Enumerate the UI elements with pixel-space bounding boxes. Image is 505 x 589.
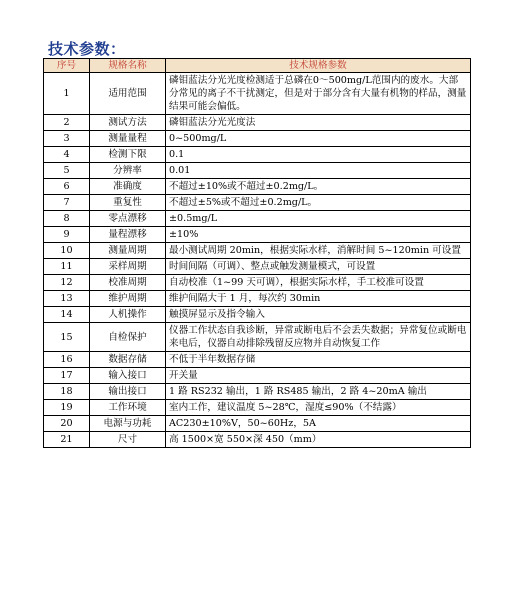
row-spec-value: 时间间隔（可调）、整点或触发测量模式，可设置	[166, 259, 471, 275]
row-item-name: 测量量程	[90, 131, 166, 147]
row-number: 3	[44, 131, 90, 147]
row-spec-value: 磷钼蓝法分光光度法	[166, 115, 471, 131]
row-number: 20	[44, 416, 90, 432]
table-row	[44, 195, 471, 211]
table-row	[44, 384, 471, 400]
row-spec-value: 维护间隔大于 1 月，每次约 30min	[166, 291, 471, 307]
table-row	[44, 147, 471, 163]
row-spec-value: ±0.5mg/L	[166, 211, 471, 227]
row-number: 8	[44, 211, 90, 227]
row-number: 10	[44, 243, 90, 259]
row-item-name: 人机操作	[90, 307, 166, 323]
table-row	[44, 275, 471, 291]
row-spec-value: 0.01	[166, 163, 471, 179]
table-row	[44, 416, 471, 432]
table-row	[44, 323, 471, 352]
row-number: 21	[44, 432, 90, 448]
row-spec-value: 0~500mg/L	[166, 131, 471, 147]
row-spec-value: 不超过±10%或不超过±0.2mg/L。	[166, 179, 471, 195]
row-item-name: 工作环境	[90, 400, 166, 416]
row-item-name: 电源与功耗	[90, 416, 166, 432]
row-spec-value: 仪器工作状态自我诊断，异常或断电后不会丢失数据；异常复位或断电来电后，仪器自动排除残留反应物并自动恢复工作	[166, 323, 471, 352]
row-spec-value: 触摸屏显示及指令输入	[166, 307, 471, 323]
table-row	[44, 227, 471, 243]
row-number: 18	[44, 384, 90, 400]
header-no: 序号	[44, 59, 90, 73]
row-number: 1	[44, 73, 90, 115]
row-spec-value: 不低于半年数据存储	[166, 352, 471, 368]
row-spec-value: 高 1500×宽 550×深 450（mm）	[166, 432, 471, 448]
page-title: 技术参数：	[48, 40, 126, 58]
row-number: 12	[44, 275, 90, 291]
row-item-name: 分辨率	[90, 163, 166, 179]
table-row	[44, 163, 471, 179]
row-number: 6	[44, 179, 90, 195]
row-number: 7	[44, 195, 90, 211]
row-number: 2	[44, 115, 90, 131]
table-row	[44, 211, 471, 227]
row-item-name: 重复性	[90, 195, 166, 211]
row-item-name: 数据存储	[90, 352, 166, 368]
row-item-name: 尺寸	[90, 432, 166, 448]
table-row	[44, 259, 471, 275]
row-item-name: 校准周期	[90, 275, 166, 291]
row-spec-value: ±10%	[166, 227, 471, 243]
table-body	[44, 73, 471, 448]
row-item-name: 测试方法	[90, 115, 166, 131]
row-item-name: 量程漂移	[90, 227, 166, 243]
row-spec-value: 自动校准（1~99 天可调），根据实际水样，手工校准可设置	[166, 275, 471, 291]
row-number: 4	[44, 147, 90, 163]
row-spec-value: 最小测试周期 20min，根据实际水样，消解时间 5~120min 可设置	[166, 243, 471, 259]
row-spec-value: 开关量	[166, 368, 471, 384]
header-spec: 技术规格参数	[166, 59, 471, 73]
row-number: 14	[44, 307, 90, 323]
table-row	[44, 243, 471, 259]
row-item-name: 适用范围	[90, 73, 166, 115]
row-item-name: 采样周期	[90, 259, 166, 275]
row-item-name: 测量周期	[90, 243, 166, 259]
table-row	[44, 131, 471, 147]
table-row	[44, 179, 471, 195]
row-spec-value: 磷钼蓝法分光光度检测适于总磷在0～500mg/L范围内的废水。大部分常见的离子不干扰测定，但是对于部分含有大量有机物的样品，测量结果可能会偏低。	[166, 73, 471, 115]
header-item: 规格名称	[90, 59, 166, 73]
row-spec-value: 1 路 RS232 输出，1 路 RS485 输出，2 路 4~20mA 输出	[166, 384, 471, 400]
row-number: 19	[44, 400, 90, 416]
row-number: 11	[44, 259, 90, 275]
table-header-row	[44, 59, 471, 73]
row-number: 16	[44, 352, 90, 368]
row-spec-value: 不超过±5%或不超过±0.2mg/L。	[166, 195, 471, 211]
row-item-name: 维护周期	[90, 291, 166, 307]
row-number: 5	[44, 163, 90, 179]
table-row	[44, 352, 471, 368]
table-row	[44, 73, 471, 115]
row-item-name: 零点漂移	[90, 211, 166, 227]
table-row	[44, 115, 471, 131]
row-number: 13	[44, 291, 90, 307]
row-item-name: 准确度	[90, 179, 166, 195]
row-number: 15	[44, 323, 90, 352]
row-item-name: 输入接口	[90, 368, 166, 384]
row-number: 17	[44, 368, 90, 384]
row-spec-value: AC230±10%V，50~60Hz，5A	[166, 416, 471, 432]
spec-table	[43, 58, 471, 448]
row-item-name: 输出接口	[90, 384, 166, 400]
table-row	[44, 432, 471, 448]
row-item-name: 自检保护	[90, 323, 166, 352]
row-item-name: 检测下限	[90, 147, 166, 163]
table-row	[44, 400, 471, 416]
table-row	[44, 307, 471, 323]
row-spec-value: 0.1	[166, 147, 471, 163]
row-number: 9	[44, 227, 90, 243]
table-row	[44, 291, 471, 307]
table-row	[44, 368, 471, 384]
row-spec-value: 室内工作，建议温度 5~28℃，湿度≤90%（不结露）	[166, 400, 471, 416]
